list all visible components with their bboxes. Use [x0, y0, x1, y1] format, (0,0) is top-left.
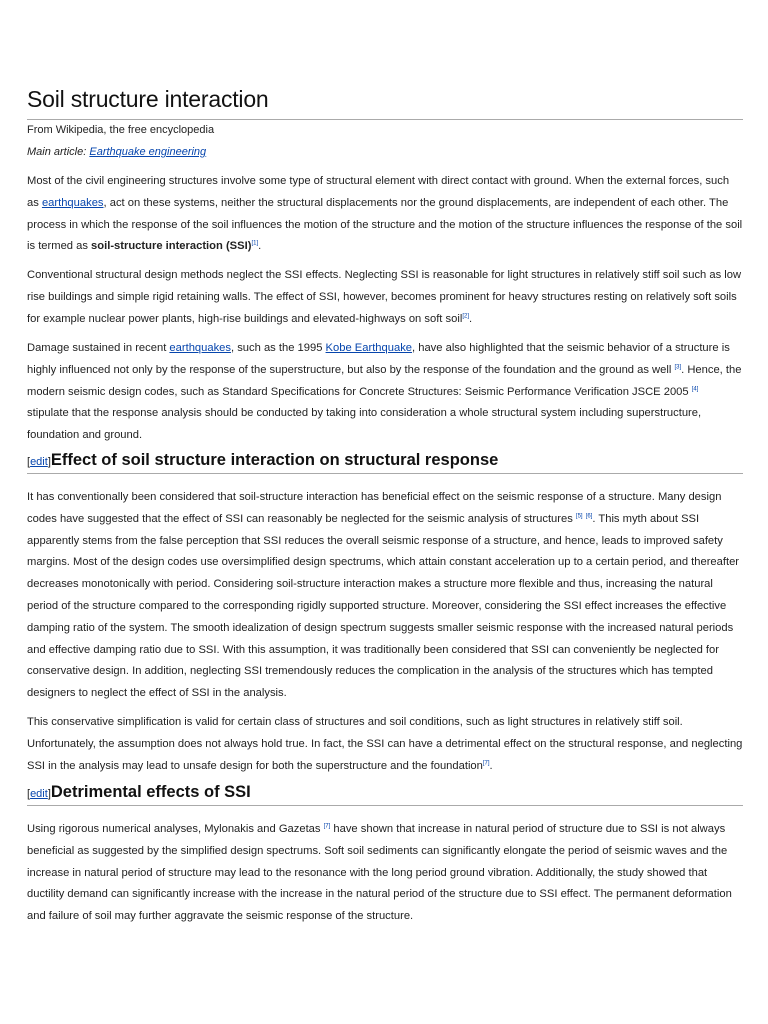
text: , have also highlighted that the seismic behavior of a structure is highly influenced not only by the response of the superstructure, but also by the response of the foundation and the ground as well	[27, 342, 730, 376]
effect-paragraph-2	[27, 712, 743, 777]
text: . Hence, the modern seismic design codes, such as Standard Specifications for Concrete Structures: Seismic Performance Verification JSCE 2005	[27, 363, 742, 398]
text: Damage sustained in recent	[27, 342, 170, 354]
text: .	[469, 312, 473, 325]
site-subtitle: From Wikipedia, the free encyclopedia	[27, 124, 215, 136]
text: It has conventionally been considered that soil-structure interaction has beneficial effect on the seismic response of a structure. Many design codes have suggested that the effect of SSI can reasonably be neglected for the seismic analysis of structures	[27, 491, 722, 525]
text: , act on these systems, neither the structural displacements nor the ground displacements, are independent of each other. The process in which the response of the soil influences the motion of the structure and the motion of the structure influences the response of the soil is termed as	[27, 196, 743, 253]
edit-link[interactable]: edit	[30, 456, 48, 468]
reference-6[interactable]: [6]	[585, 513, 593, 520]
text: stipulate that the response analysis should be conducted by taking into consideration a whole structural system including superstructure, foundation and ground.	[27, 407, 702, 442]
text: Conventional structural design methods neglect the SSI effects. Neglecting SSI is reasonable for light structures in relatively stiff soil such as low rise buildings and simple rigid retaining walls. The effect of SSI, however, becomes prominent for heavy structures resting on relatively soft soils for example nuclear power plants, high-rise buildings and elevated-highways on soft soil	[27, 269, 742, 325]
main-article-prefix: Main article:	[27, 146, 90, 158]
text: , such as the 1995	[231, 342, 326, 354]
section-title: Detrimental effects of SSI	[50, 783, 251, 801]
reference-5[interactable]: [5]	[575, 513, 583, 520]
kobe-earthquake-link[interactable]: Kobe Earthquake	[325, 342, 413, 354]
text: Most of the civil engineering structures involve some type of structural element with direct contact with ground. When the external forces, such as	[27, 175, 730, 209]
effect-paragraph-1	[27, 487, 743, 705]
earthquake-engineering-link[interactable]: Earthquake engineering	[89, 146, 207, 158]
section-title: Effect of soil structure interaction on structural response	[50, 451, 499, 469]
detrimental-paragraph-1	[27, 819, 743, 928]
text: . This myth about SSI apparently stems from the false perception that SSI reduces the overall seismic response of a structure, and hence, leads to improved safety margins. Most of the design codes use oversimplified design spectrums, which attain constant acceleration up to a certain period, and thereafter decreases monotonically with period. Considering soil-structure interaction makes a structure more flexible and thus, increasing the natural period of the structure compared to the corresponding rigidly supported structure. Moreover, considering the SSI effect increases the effective damping ratio of the system. The smooth idealization of design spectrum suggests smaller seismic response with the increased natural periods and effective damping ratio due to SSI. With this assumption, it was traditionally been considered that SSI can conveniently be neglected for conservative design. In addition, neglecting SSI tremendously reduces the complication in the analysis of the structures which has tempted designers to neglect the effect of SSI in the analysis.	[27, 512, 740, 700]
section-heading-detrimental	[27, 783, 743, 806]
reference-1[interactable]: [1]	[251, 240, 259, 247]
ssi-term: soil-structure interaction (SSI)	[91, 240, 252, 253]
edit-section-link[interactable]: [edit]	[27, 456, 51, 468]
text: .	[489, 759, 493, 772]
text: have shown that increase in natural period of structure due to SSI is not always beneficial as suggested by the simplified design spectrums. Soft soil sediments can significantly elongate the period of seismic waves and the increase in natural period of structure may lead to the resonance with the long period ground vibration. Additionally, the study showed that ductility demand can significantly increase with the increase in the natural period of the structure due to SSI effect. The permanent deformation and failure of soil may further aggravate the seismic response of the structure.	[27, 823, 732, 923]
main-article-hatnote	[27, 146, 206, 158]
edit-link[interactable]: edit	[30, 788, 48, 800]
text: Using rigorous numerical analyses, Mylonakis and Gazetas	[27, 823, 324, 835]
intro-paragraph-3	[27, 338, 743, 447]
section-heading-effect	[27, 451, 743, 474]
edit-section-link[interactable]: [edit]	[27, 788, 51, 800]
reference-7b[interactable]: [7]	[323, 823, 331, 830]
earthquakes-link[interactable]: earthquakes	[41, 196, 104, 209]
reference-4[interactable]: [4]	[691, 385, 699, 392]
reference-7[interactable]: [7]	[482, 759, 490, 766]
reference-2[interactable]: [2]	[462, 312, 469, 319]
intro-paragraph-1	[27, 171, 743, 258]
text: .	[258, 240, 262, 253]
intro-paragraph-2	[27, 265, 743, 330]
text: This conservative simplification is valid for certain class of structures and soil conditions, such as light structures in relatively stiff soil. Unfortunately, the assumption does not always hold true. In fact, the SSI can have a detrimental effect on the structural response, and neglecting SSI in the analysis may lead to unsafe design for both the superstructure and the foundation	[27, 716, 743, 772]
earthquakes-link-2[interactable]: earthquakes	[169, 342, 231, 354]
page-title: Soil structure interaction	[27, 86, 743, 120]
reference-3[interactable]: [3]	[674, 364, 682, 371]
